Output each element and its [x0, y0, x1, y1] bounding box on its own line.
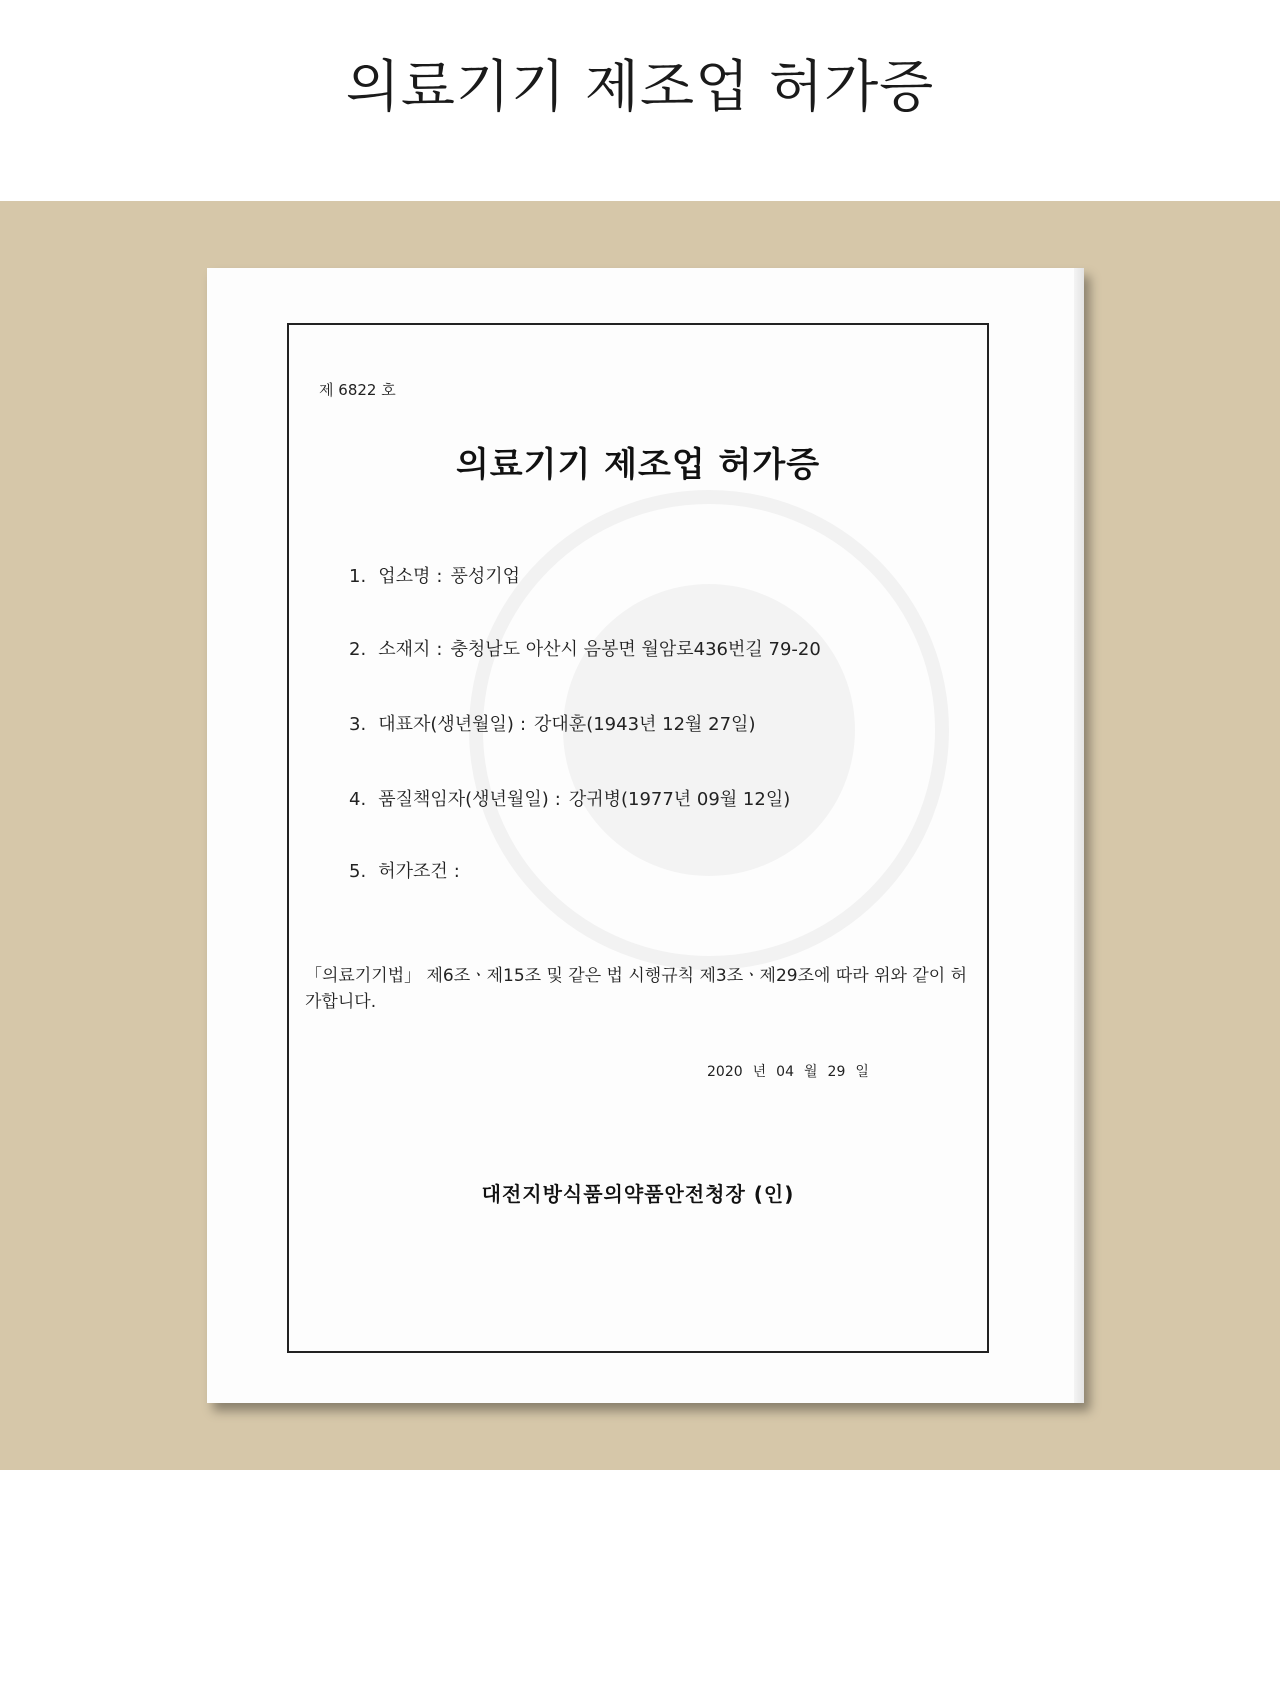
number-value: 6822 [338, 381, 377, 399]
item-number: 3. [349, 714, 367, 735]
item-quality-manager [349, 785, 790, 811]
item-number: 4. [349, 789, 367, 810]
item-separator: : [453, 861, 460, 882]
item-value: 풍성기업 [450, 566, 520, 587]
certificate-number [319, 379, 396, 400]
page-heading: 의료기기 제조업 허가증 [345, 55, 935, 120]
issuing-authority: 대전지방식품의약품안전청장 (인) [481, 1182, 795, 1206]
item-value: 충청남도 아산시 음봉면 월암로436번길 79-20 [450, 639, 821, 660]
legal-basis-text: 「의료기기법」 제6조ㆍ제15조 및 같은 법 시행규칙 제3조ㆍ제29조에 따라 위와 같이 허가합니다. [305, 966, 968, 1012]
item-separator: : [436, 639, 443, 660]
issue-year-unit: 년 [752, 1064, 767, 1080]
item-representative [349, 710, 755, 736]
certificate-frame [287, 323, 989, 1353]
item-number: 1. [349, 566, 367, 587]
issue-month: 04 [776, 1064, 794, 1080]
issue-month-unit: 월 [804, 1064, 818, 1080]
item-business-name [349, 562, 520, 588]
item-separator: : [519, 714, 527, 735]
item-value: 강대훈(1943년 12월 27일) [534, 714, 756, 735]
item-separator: : [436, 566, 443, 587]
item-label: 업소명 [378, 566, 431, 587]
item-label: 품질책임자(생년월일) [378, 789, 549, 810]
item-label: 소재지 [378, 639, 431, 660]
certificate-title: 의료기기 제조업 허가증 [455, 445, 821, 485]
item-value: 강귀병(1977년 09월 12일) [568, 789, 791, 810]
item-address [349, 635, 821, 661]
item-number: 2. [349, 639, 367, 660]
issue-year: 2020 [707, 1064, 743, 1080]
issue-date [707, 1061, 879, 1081]
paper-edge [1074, 268, 1084, 1403]
item-separator: : [554, 789, 561, 810]
item-label: 대표자(생년월일) [378, 714, 514, 735]
number-prefix: 제 [319, 381, 334, 399]
certificate-paper [207, 268, 1084, 1403]
item-label: 허가조건 [378, 861, 448, 882]
number-suffix: 호 [381, 381, 396, 399]
issue-day-unit: 일 [855, 1064, 869, 1080]
item-number: 5. [349, 861, 367, 882]
issue-day: 29 [827, 1064, 846, 1080]
item-conditions [349, 857, 468, 883]
